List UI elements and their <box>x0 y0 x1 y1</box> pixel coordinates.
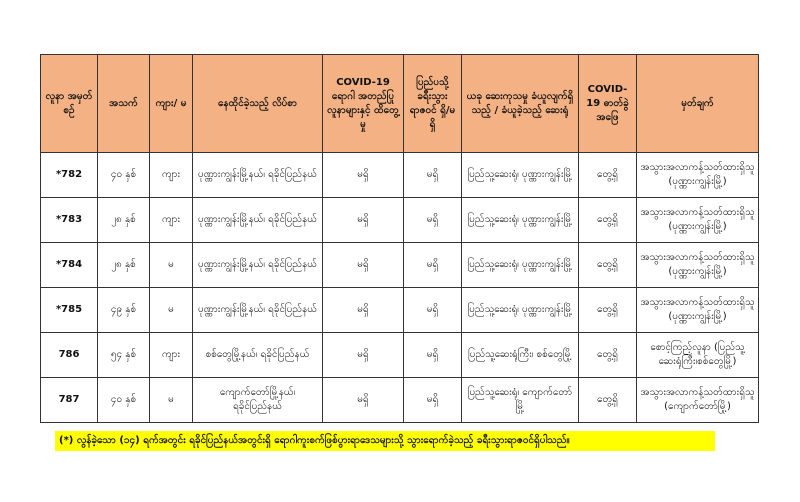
address-cell: ကျောက်တော်မြို့နယ်၊ ရခိုင်ပြည်နယ် <box>193 378 323 423</box>
age-cell: ၅၄ နှစ် <box>98 333 150 378</box>
contact-cell: မရှိ <box>323 243 404 288</box>
table-row <box>41 153 759 198</box>
travel-history-footnote: (*) လွန်ခဲ့သော (၁၄) ရက်အတွင်း ရခိုင်ပြည်နယ်အတွင်းရှိ ရောဂါကူးစက်ဖြစ်ပွားရာဒေသများသို့ သွားရောက်ခဲ့သည့် ခရီးသွားရာဇဝင်ရှိပါသည်။ <box>55 431 715 451</box>
hospital-cell: ပြည်သူ့ဆေးရုံ၊ ကျောက်တော်မြို့ <box>462 378 579 423</box>
header-sex: ကျား/ မ <box>150 55 193 153</box>
sex-cell: မ <box>150 288 193 333</box>
table-row <box>41 333 759 378</box>
case-id-cell: *783 <box>41 198 98 243</box>
result-cell: တွေ့ရှိ <box>579 153 637 198</box>
remark-cell: အသွားအလာကန့်သတ်ထားရှိသူ (ပုဏ္ဏားကျွန်းမြို့) <box>637 288 759 333</box>
age-cell: ၄၀ နှစ် <box>98 378 150 423</box>
result-cell: တွေ့ရှိ <box>579 288 637 333</box>
travel-cell: မရှိ <box>404 153 462 198</box>
hospital-cell: ပြည်သူ့ဆေးရုံကြီး၊ စစ်တွေမြို့ <box>462 333 579 378</box>
age-cell: ၂၈ နှစ် <box>98 243 150 288</box>
age-cell: ၄၀ နှစ် <box>98 153 150 198</box>
address-cell: စစ်တွေမြို့နယ်၊ ရခိုင်ပြည်နယ် <box>193 333 323 378</box>
travel-cell: မရှိ <box>404 288 462 333</box>
covid-case-table <box>40 54 759 423</box>
sex-cell: ကျား <box>150 333 193 378</box>
address-cell: ပုဏ္ဏားကျွန်းမြို့နယ်၊ ရခိုင်ပြည်နယ် <box>193 243 323 288</box>
sex-cell: မ <box>150 243 193 288</box>
contact-cell: မရှိ <box>323 378 404 423</box>
hospital-cell: ပြည်သူ့ဆေးရုံ၊ ပုဏ္ဏားကျွန်းမြို့ <box>462 153 579 198</box>
header-travel-history: ပြည်ပသို့ ခရီးသွား ရာဇဝင် ရှိ/မရှိ <box>404 55 462 153</box>
hospital-cell: ပြည်သူ့ဆေးရုံ၊ ပုဏ္ဏားကျွန်းမြို့ <box>462 198 579 243</box>
table-header-row <box>41 55 759 153</box>
contact-cell: မရှိ <box>323 288 404 333</box>
address-cell: ပုဏ္ဏားကျွန်းမြို့နယ်၊ ရခိုင်ပြည်နယ် <box>193 288 323 333</box>
case-id-cell: *784 <box>41 243 98 288</box>
header-remark: မှတ်ချက် <box>637 55 759 153</box>
remark-cell: အသွားအလာကန့်သတ်ထားရှိသူ (ပုဏ္ဏားကျွန်းမြို့) <box>637 153 759 198</box>
contact-cell: မရှိ <box>323 198 404 243</box>
sex-cell: ကျား <box>150 153 193 198</box>
address-cell: ပုဏ္ဏားကျွန်းမြို့နယ်၊ ရခိုင်ပြည်နယ် <box>193 198 323 243</box>
table-row <box>41 198 759 243</box>
remark-cell: အသွားအလာကန့်သတ်ထားရှိသူ (ပုဏ္ဏားကျွန်းမြို့) <box>637 198 759 243</box>
case-id-cell: 787 <box>41 378 98 423</box>
header-hospital: ယခု ဆေးကုသမှု ခံယူလျက်ရှိသည့် / ခံယူခဲ့သည့် ဆေးရုံ <box>462 55 579 153</box>
remark-cell: အသွားအလာကန့်သတ်ထားရှိသူ (ကျောက်တော်မြို့) <box>637 378 759 423</box>
contact-cell: မရှိ <box>323 333 404 378</box>
case-id-cell: *782 <box>41 153 98 198</box>
contact-cell: မရှိ <box>323 153 404 198</box>
table-row <box>41 378 759 423</box>
result-cell: တွေ့ရှိ <box>579 243 637 288</box>
result-cell: တွေ့ရှိ <box>579 378 637 423</box>
remark-cell: အသွားအလာကန့်သတ်ထားရှိသူ (ပုဏ္ဏားကျွန်းမြို့) <box>637 243 759 288</box>
age-cell: ၄၉ နှစ် <box>98 288 150 333</box>
age-cell: ၂၈ နှစ် <box>98 198 150 243</box>
travel-cell: မရှိ <box>404 243 462 288</box>
address-cell: ပုဏ္ဏားကျွန်းမြို့နယ်၊ ရခိုင်ပြည်နယ် <box>193 153 323 198</box>
hospital-cell: ပြည်သူ့ဆေးရုံ၊ ပုဏ္ဏားကျွန်းမြို့ <box>462 288 579 333</box>
travel-cell: မရှိ <box>404 333 462 378</box>
table-row <box>41 288 759 333</box>
header-case-number: လူနာ အမှတ် စဉ် <box>41 55 98 153</box>
remark-cell: စောင့်ကြည့်လူနာ (ပြည်သူ့ဆေးရုံကြီး၊စစ်တွေမြို့) <box>637 333 759 378</box>
header-contact: COVID-19 ရောဂါ အတည်ပြု လူနာများနှင့် ထိတွေ့မှု <box>323 55 404 153</box>
sex-cell: ကျား <box>150 198 193 243</box>
result-cell: တွေ့ရှိ <box>579 333 637 378</box>
hospital-cell: ပြည်သူ့ဆေးရုံ၊ ပုဏ္ဏားကျွန်းမြို့ <box>462 243 579 288</box>
result-cell: တွေ့ရှိ <box>579 198 637 243</box>
sex-cell: မ <box>150 378 193 423</box>
header-address: နေထိုင်ခဲ့သည့် လိပ်စာ <box>193 55 323 153</box>
travel-cell: မရှိ <box>404 198 462 243</box>
header-test-result: COVID-19 ဓာတ်ခွဲ အဖြေ <box>579 55 637 153</box>
travel-cell: မရှိ <box>404 378 462 423</box>
table-row <box>41 243 759 288</box>
case-id-cell: *785 <box>41 288 98 333</box>
header-age: အသက် <box>98 55 150 153</box>
case-id-cell: 786 <box>41 333 98 378</box>
